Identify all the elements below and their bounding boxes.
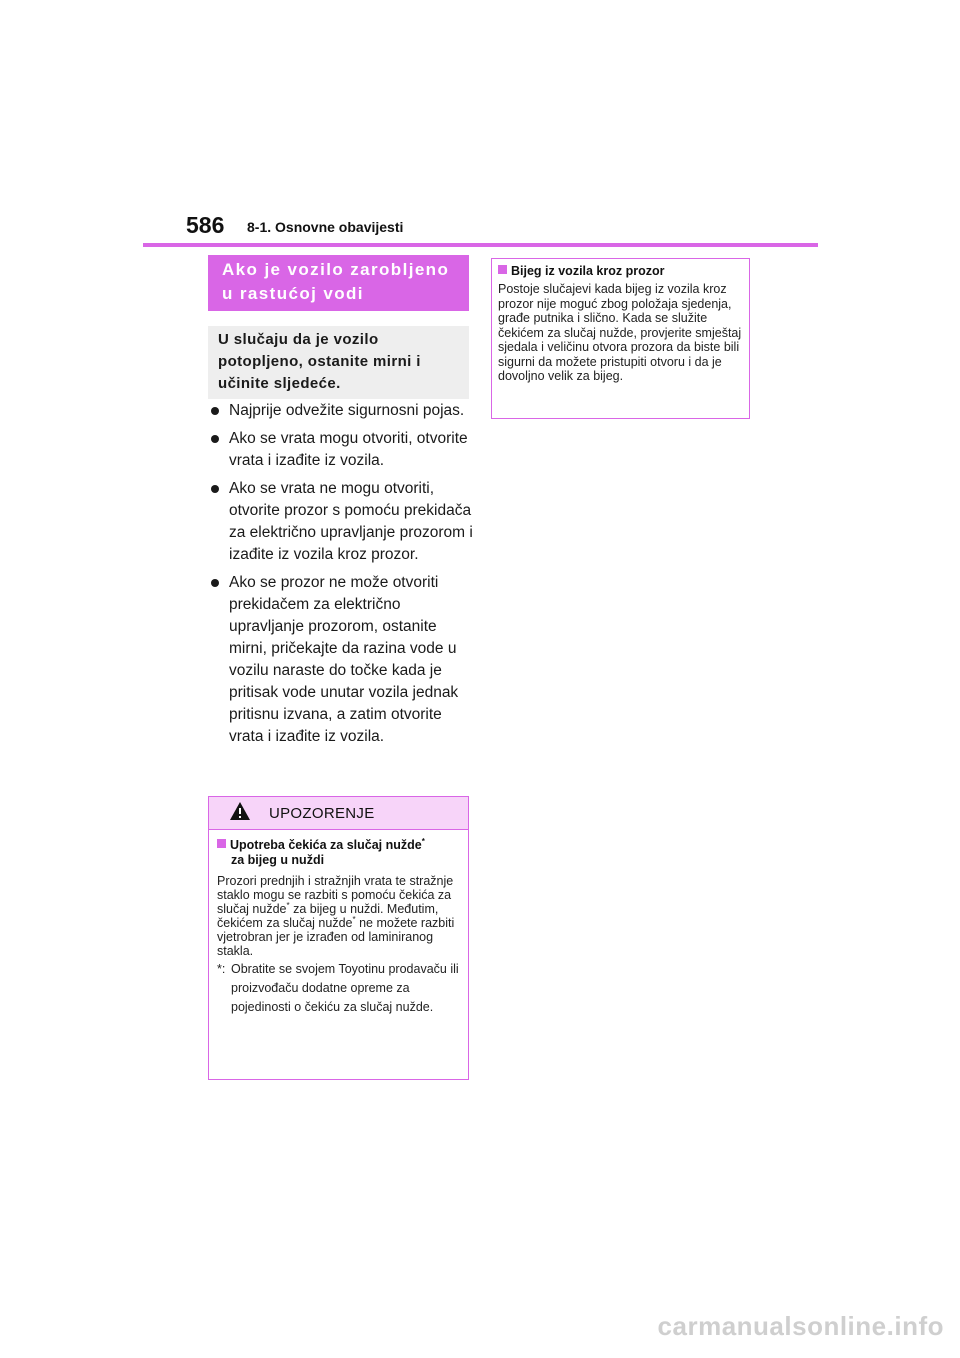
page-number: 586: [186, 212, 225, 238]
bullet-icon: [211, 435, 219, 443]
bullet-icon: [211, 485, 219, 493]
footnote-text: Obratite se svojem Toyotinu prodavaču ili proizvođaču dodatne opreme za pojedinosti o čekiću za slučaj nužde.: [231, 962, 459, 1014]
warning-text: [217, 874, 460, 958]
list-item-text: Ako se vrata ne mogu otvoriti, otvorite prozor s pomoću prekidača za električno upravljanje prozorom i izađite iz vozila kroz prozor.: [229, 480, 473, 563]
bullet-icon: [211, 579, 219, 587]
footnote-mark: *:: [217, 962, 226, 976]
list-item: [208, 428, 478, 472]
subheading: U slučaju da je vozilo potopljeno, ostanite mirni i učinite sljedeće.: [208, 326, 469, 399]
list-item: [208, 572, 478, 748]
warning-box: [208, 796, 469, 1080]
footnote: [217, 960, 460, 1017]
list-item-text: Ako se prozor ne može otvoriti prekidačem za električno upravljanje prozorom, ostanite mirni, pričekajte da razina vode u vozilu naraste do točke kada je pritisak vode unutar vozila jednak pritisnu izvana, a zatim otvorite vrata i izađite iz vozila.: [229, 574, 459, 745]
list-item: [208, 400, 478, 422]
info-title-text: Bijeg iz vozila kroz prozor: [511, 264, 665, 278]
asterisk: *: [352, 914, 356, 924]
header-rule: [143, 243, 818, 247]
square-bullet-icon: [498, 265, 507, 274]
asterisk: *: [286, 900, 290, 910]
warning-text-part1: Prozori prednjih i stražnjih vrata te stražnje staklo mogu se razbiti s pomoću čekića za slučaj nužde: [217, 874, 454, 916]
list-item-text: Ako se vrata mogu otvoriti, otvorite vrata i izađite iz vozila.: [229, 430, 468, 469]
info-title: [498, 263, 743, 279]
warning-subtitle: [217, 838, 460, 868]
warning-body: [209, 830, 468, 1017]
section-heading: Ako je vozilo zarobljeno u rastućoj vodi: [208, 255, 469, 311]
list-item: [208, 478, 478, 566]
warning-header: [209, 797, 468, 830]
square-bullet-icon: [217, 839, 226, 848]
info-box: [491, 258, 750, 419]
asterisk: *: [421, 836, 425, 846]
warning-subtitle-line1: Upotreba čekića za slučaj nužde: [230, 838, 422, 852]
warning-triangle-icon: [229, 801, 251, 821]
warning-text-part3: ne možete razbiti vjetrobran jer je izrađen od laminiranog stakla.: [217, 916, 455, 958]
warning-text-part2: za bijeg u nuždi. Međutim, čekićem za slučaj nužde: [217, 902, 439, 930]
bullet-list: [208, 400, 478, 754]
watermark: carmanualsonline.info: [657, 1311, 944, 1341]
section-title: 8-1. Osnovne obavijesti: [247, 219, 404, 235]
warning-subtitle-line2: za bijeg u nuždi: [231, 853, 325, 867]
warning-title: UPOZORENJE: [269, 805, 375, 822]
bullet-icon: [211, 407, 219, 415]
list-item-text: Najprije odvežite sigurnosni pojas.: [229, 402, 465, 419]
info-text: Postoje slučajevi kada bijeg iz vozila kroz prozor nije moguć zbog položaja sjedenja, građe putnika i slično. Kada se služite čekićem za slučaj nužde, provjerite smještaj sjedala i veličinu otvora prozora da biste bili sigurni da možete pristupiti otvoru i da je dovoljno velik za bijeg.: [498, 282, 742, 383]
